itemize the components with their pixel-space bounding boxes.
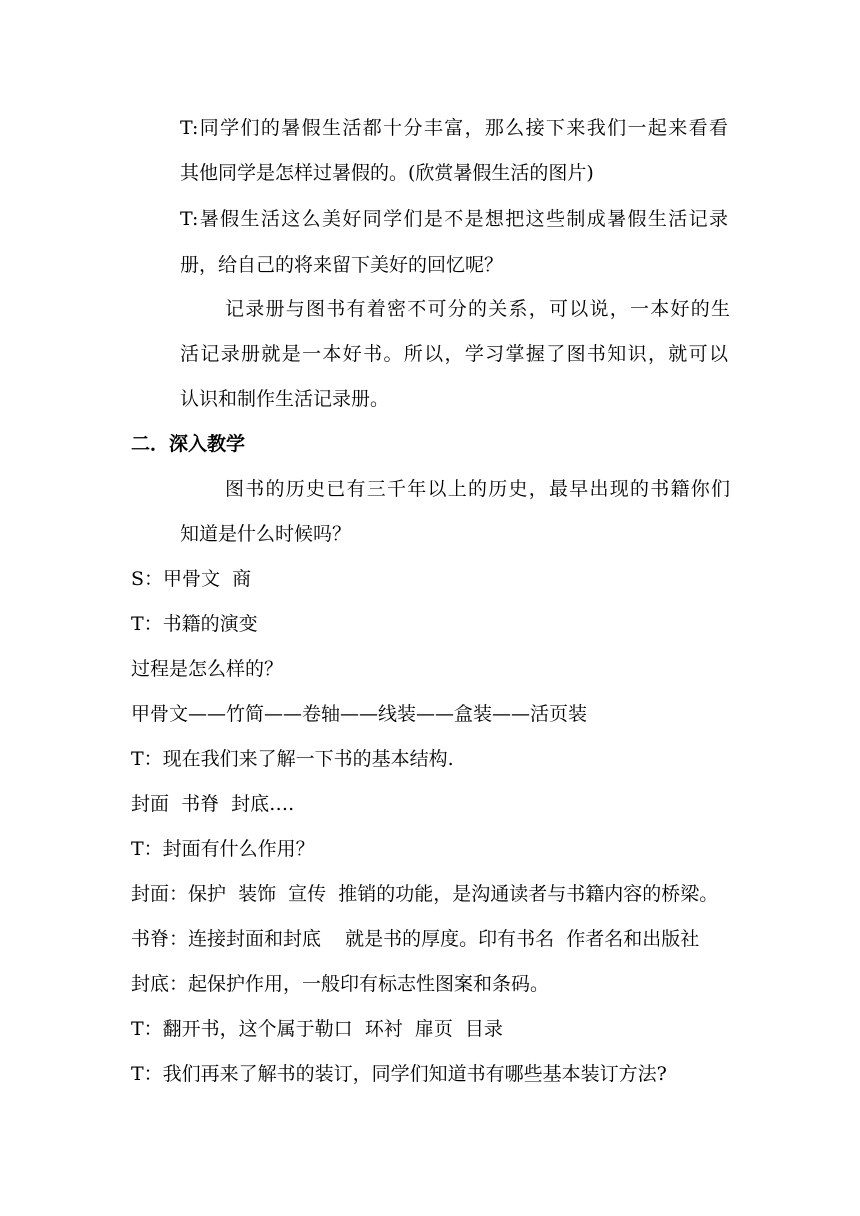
text-line-22: T：我们再来了解书的装订，同学们知道书有哪些基本装订方法? bbox=[131, 1063, 667, 1085]
text-line-6: 活记录册就是一本好书。所以，学习掌握了图书知识，就可以 bbox=[180, 343, 728, 365]
text-line-11: S：甲骨文 商 bbox=[131, 568, 252, 590]
text-line-1: T:同学们的暑假生活都十分丰富，那么接下来我们一起来看看 bbox=[180, 117, 728, 139]
text-line-14: 甲骨文——竹简——卷轴——线装——盒装——活页装 bbox=[131, 703, 588, 725]
text-line-4: 册，给自己的将来留下美好的回忆呢？ bbox=[180, 254, 504, 276]
text-line-2: 其他同学是怎样过暑假的。(欣赏暑假生活的图片) bbox=[180, 162, 594, 184]
text-line-9: 图书的历史已有三千年以上的历史，最早出现的书籍你们 bbox=[225, 478, 730, 500]
text-line-3: T:暑假生活这么美好同学们是不是想把这些制成暑假生活记录 bbox=[180, 208, 728, 230]
text-line-7: 认识和制作生活记录册。 bbox=[180, 388, 390, 410]
text-line-17: T：封面有什么作用？ bbox=[131, 838, 315, 860]
text-line-18: 封面：保护 装饰 宣传 推销的功能，是沟通读者与书籍内容的桥梁。 bbox=[131, 883, 719, 905]
text-line-21: T：翻开书，这个属于勒口 环衬 扉页 目录 bbox=[131, 1018, 503, 1040]
text-line-20: 封底：起保护作用，一般印有标志性图案和条码。 bbox=[131, 973, 550, 995]
section-heading: 二．深入教学 bbox=[131, 433, 246, 455]
text-line-12: T：书籍的演变 bbox=[131, 613, 258, 635]
text-line-16: 封面 书脊 封底…. bbox=[131, 793, 295, 815]
text-line-5: 记录册与图书有着密不可分的关系，可以说，一本好的生 bbox=[225, 298, 730, 320]
text-line-15: T：现在我们来了解一下书的基本结构. bbox=[131, 748, 454, 770]
text-line-13: 过程是怎么样的？ bbox=[131, 658, 284, 680]
text-line-19: 书脊：连接封面和封底 就是书的厚度。印有书名 作者名和出版社 bbox=[131, 928, 700, 950]
text-line-10: 知道是什么时候吗？ bbox=[180, 523, 352, 545]
